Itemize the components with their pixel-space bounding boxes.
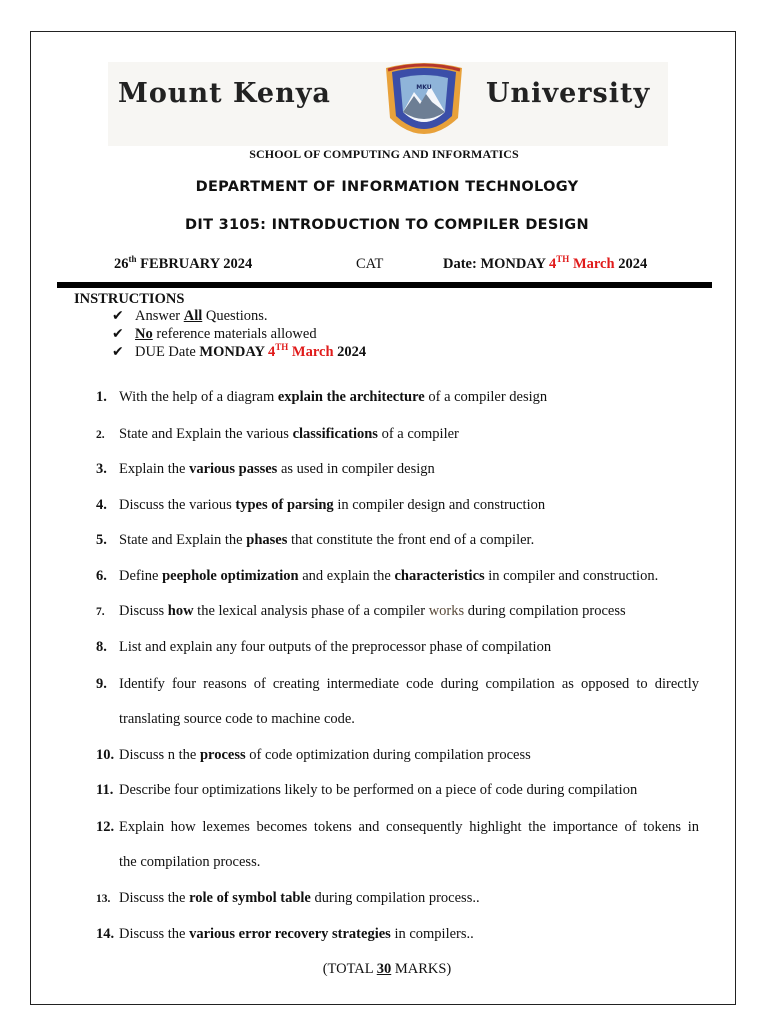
assessment-type: CAT bbox=[356, 256, 384, 272]
question-item: 8. List and explain any four outputs of the preprocessor phase of compilation bbox=[96, 639, 552, 655]
issue-date: 26th FEBRUARY 2024 bbox=[114, 254, 253, 272]
department-title: DEPARTMENT OF INFORMATION TECHNOLOGY bbox=[195, 179, 579, 195]
university-logo-banner bbox=[108, 62, 668, 146]
question-item: 12. Explain how lexemes becomes tokens and consequently highlight the importance of tokens in bbox=[96, 819, 699, 835]
due-date: Date: MONDAY 4TH March 2024 bbox=[443, 254, 648, 272]
svg-text:MKU: MKU bbox=[416, 84, 432, 91]
question-item: 6. Define peephole optimization and explain the characteristics in compiler and construction. bbox=[96, 568, 659, 584]
instruction-item: ✔ No reference materials allowed bbox=[112, 326, 317, 342]
instruction-item: ✔ DUE Date MONDAY 4TH March 2024 bbox=[112, 342, 367, 360]
logo-text-right: University bbox=[486, 78, 651, 109]
question-item: 1. With the help of a diagram explain the architecture of a compiler design bbox=[96, 389, 548, 405]
question-item: 3. Explain the various passes as used in compiler design bbox=[96, 461, 435, 477]
checkmark-icon: ✔ bbox=[112, 326, 124, 342]
question-item: 4. Discuss the various types of parsing in compiler design and construction bbox=[96, 497, 546, 513]
instructions-title: INSTRUCTIONS bbox=[74, 291, 185, 307]
school-name: SCHOOL OF COMPUTING AND INFORMATICS bbox=[249, 147, 519, 161]
question-item: 10. Discuss n the process of code optimization during compilation process bbox=[96, 747, 531, 763]
instructions-list bbox=[112, 308, 366, 362]
question-item: 7. Discuss how the lexical analysis phase of a compiler works during compilation process bbox=[96, 603, 626, 619]
question-item: 11. Describe four optimizations likely to be performed on a piece of code during compilation bbox=[96, 782, 638, 798]
question-item: 14. Discuss the various error recovery strategies in compilers.. bbox=[96, 926, 474, 942]
question-continuation: the compilation process. bbox=[119, 854, 261, 870]
checkmark-icon: ✔ bbox=[112, 308, 124, 324]
question-item: 9. Identify four reasons of creating intermediate code during compilation as opposed to directly bbox=[96, 676, 699, 692]
total-marks: (TOTAL 30 MARKS) bbox=[322, 961, 452, 977]
question-continuation: translating source code to machine code. bbox=[119, 711, 355, 727]
logo-text-left: Mount Kenya bbox=[118, 78, 331, 109]
instruction-item: ✔ Answer All Questions. bbox=[112, 308, 268, 324]
question-item: 2. State and Explain the various classifications of a compiler bbox=[96, 426, 459, 442]
question-item: 13. Discuss the role of symbol table during compilation process.. bbox=[96, 890, 480, 906]
university-crest-icon bbox=[370, 62, 478, 146]
course-title: DIT 3105: INTRODUCTION TO COMPILER DESIGN bbox=[185, 217, 589, 233]
checkmark-icon: ✔ bbox=[112, 344, 124, 360]
question-item: 5. State and Explain the phases that constitute the front end of a compiler. bbox=[96, 532, 535, 548]
divider-rule bbox=[57, 282, 712, 288]
